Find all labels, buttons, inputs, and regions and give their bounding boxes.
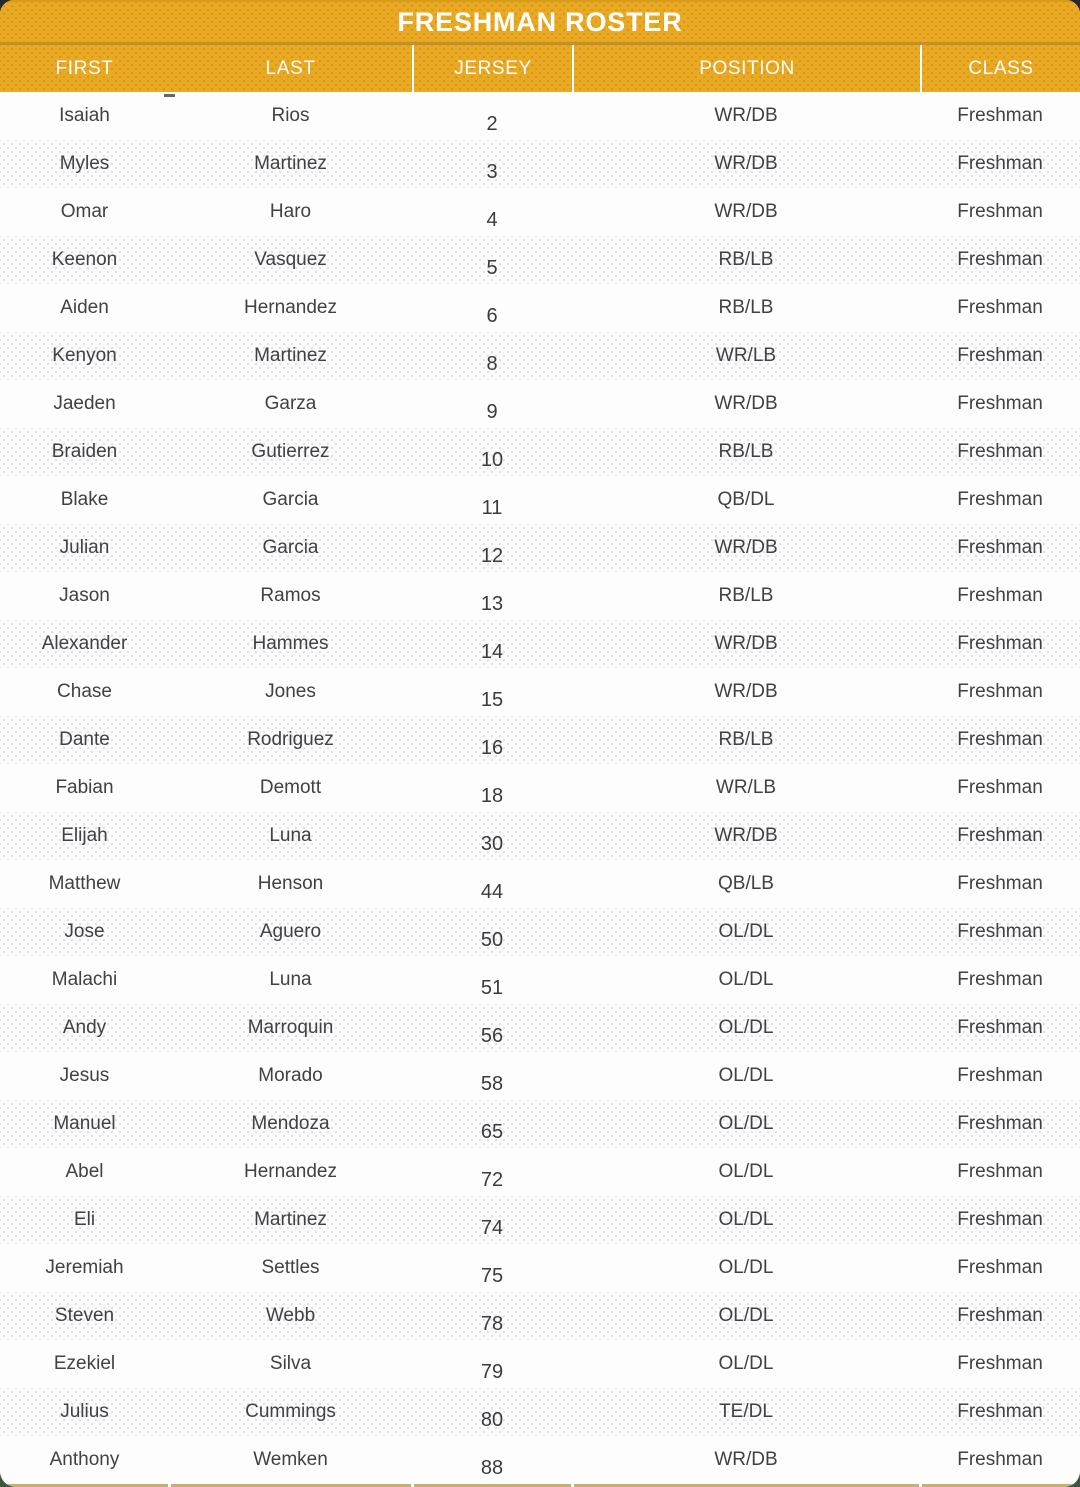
first-name-cell: Elijah [61, 825, 108, 846]
class-cell: Freshman [957, 1401, 1043, 1422]
jersey-cell: 56 [480, 1024, 504, 1047]
last-name-cell: Luna [269, 969, 312, 990]
first-name-cell: Jesus [59, 1065, 110, 1086]
jersey-cell: 2 [486, 112, 498, 135]
last-name-cell: Settles [261, 1257, 320, 1278]
class-cell: Freshman [957, 873, 1043, 894]
jersey-cell: 50 [480, 928, 504, 951]
table-row [0, 668, 1080, 716]
position-cell: RB/LB [718, 249, 774, 270]
table-row [0, 1292, 1080, 1340]
first-name-cell: Keenon [51, 249, 118, 270]
class-cell: Freshman [957, 1449, 1043, 1470]
jersey-cell: 58 [480, 1072, 504, 1095]
position-cell: TE/DL [719, 1401, 773, 1422]
first-name-cell: Alexander [41, 633, 128, 654]
class-cell: Freshman [957, 393, 1043, 414]
jersey-cell: 18 [480, 784, 504, 807]
class-cell: Freshman [957, 489, 1043, 510]
class-cell: Freshman [957, 1113, 1043, 1134]
position-cell: OL/DL [718, 1113, 774, 1134]
last-name-cell: Jones [265, 681, 316, 702]
position-cell: OL/DL [718, 1161, 774, 1182]
table-row [0, 1100, 1080, 1148]
position-cell: RB/LB [718, 729, 774, 750]
last-name-cell: Henson [257, 873, 324, 894]
last-name-cell: Aguero [259, 921, 322, 942]
position-cell: WR/DB [714, 633, 778, 654]
table-row [0, 908, 1080, 956]
column-header-first: FIRST [55, 57, 114, 79]
class-cell: Freshman [957, 1161, 1043, 1182]
first-name-cell: Malachi [51, 969, 118, 990]
first-name-cell: Braiden [51, 441, 118, 462]
last-name-cell: Martinez [254, 153, 327, 174]
position-cell: WR/LB [715, 345, 777, 366]
class-cell: Freshman [957, 105, 1043, 126]
table-row [0, 380, 1080, 428]
jersey-cell: 75 [480, 1264, 504, 1287]
position-cell: WR/LB [715, 777, 777, 798]
jersey-cell: 72 [480, 1168, 504, 1191]
jersey-cell: 44 [480, 880, 504, 903]
class-cell: Freshman [957, 297, 1043, 318]
table-row [0, 236, 1080, 284]
class-cell: Freshman [957, 1065, 1043, 1086]
position-cell: OL/DL [718, 1209, 774, 1230]
last-name-cell: Vasquez [254, 249, 327, 270]
first-name-cell: Eli [73, 1209, 96, 1230]
last-name-cell: Mendoza [251, 1113, 330, 1134]
last-name-cell: Cummings [245, 1401, 336, 1422]
column-header-class: CLASS [920, 45, 1080, 92]
jersey-cell: 16 [480, 736, 504, 759]
first-name-cell: Manuel [53, 1113, 116, 1134]
table-row [0, 716, 1080, 764]
class-cell: Freshman [957, 1209, 1043, 1230]
first-name-cell: Dante [59, 729, 110, 750]
last-name-cell: Wemken [253, 1449, 328, 1470]
first-name-cell: Chase [57, 681, 112, 702]
table-row [0, 860, 1080, 908]
table-row [0, 1004, 1080, 1052]
roster-header-row [0, 45, 1080, 92]
table-row [0, 1052, 1080, 1100]
class-cell: Freshman [957, 345, 1043, 366]
first-name-cell: Ezekiel [53, 1353, 116, 1374]
class-cell: Freshman [957, 633, 1043, 654]
table-row [0, 620, 1080, 668]
first-name-cell: Abel [65, 1161, 104, 1182]
jersey-cell: 8 [486, 352, 498, 375]
first-name-cell: Jose [64, 921, 105, 942]
jersey-cell: 10 [480, 448, 504, 471]
first-name-cell: Blake [60, 489, 109, 510]
jersey-cell: 78 [480, 1312, 504, 1335]
jersey-cell: 4 [486, 208, 498, 231]
first-name-cell: Steven [54, 1305, 115, 1326]
first-name-cell: Andy [62, 1017, 107, 1038]
table-row [0, 1244, 1080, 1292]
jersey-cell: 13 [480, 592, 504, 615]
first-name-cell: Fabian [55, 777, 114, 798]
table-row [0, 524, 1080, 572]
table-row [0, 764, 1080, 812]
last-name-cell: Silva [269, 1353, 312, 1374]
first-name-cell: Omar [60, 201, 109, 222]
class-cell: Freshman [957, 1017, 1043, 1038]
jersey-cell: 65 [480, 1120, 504, 1143]
position-cell: OL/DL [718, 1257, 774, 1278]
column-header-jersey: JERSEY [412, 45, 572, 92]
position-cell: WR/DB [714, 393, 778, 414]
table-row [0, 572, 1080, 620]
table-row [0, 1196, 1080, 1244]
table-row [0, 428, 1080, 476]
last-name-cell: Garcia [262, 537, 319, 558]
position-cell: WR/DB [714, 825, 778, 846]
first-name-cell: Isaiah [59, 105, 110, 126]
table-row [0, 812, 1080, 860]
position-cell: WR/DB [714, 1449, 778, 1470]
last-name-cell: Hernandez [244, 297, 337, 318]
column-boundary-artifact [164, 94, 175, 97]
position-cell: RB/LB [718, 441, 774, 462]
last-name-cell: Morado [258, 1065, 323, 1086]
class-cell: Freshman [957, 153, 1043, 174]
first-name-cell: Myles [59, 153, 110, 174]
roster-title-bar [0, 0, 1080, 45]
first-name-cell: Anthony [49, 1449, 120, 1470]
last-name-cell: Hernandez [244, 1161, 337, 1182]
first-name-cell: Jason [59, 585, 110, 606]
table-row [0, 284, 1080, 332]
class-cell: Freshman [957, 585, 1043, 606]
table-row [0, 188, 1080, 236]
class-cell: Freshman [957, 969, 1043, 990]
class-cell: Freshman [957, 537, 1043, 558]
last-name-cell: Gutierrez [251, 441, 330, 462]
jersey-cell: 74 [480, 1216, 504, 1239]
class-cell: Freshman [957, 777, 1043, 798]
jersey-cell: 51 [480, 976, 504, 999]
table-row [0, 1388, 1080, 1436]
class-cell: Freshman [957, 1305, 1043, 1326]
position-cell: WR/DB [714, 153, 778, 174]
jersey-cell: 9 [486, 400, 498, 423]
class-cell: Freshman [957, 681, 1043, 702]
jersey-cell: 6 [486, 304, 498, 327]
jersey-cell: 11 [481, 496, 503, 519]
table-row [0, 956, 1080, 1004]
roster-rows [0, 92, 1080, 1484]
position-cell: QB/LB [718, 873, 774, 894]
position-cell: OL/DL [718, 1353, 774, 1374]
jersey-cell: 88 [480, 1456, 504, 1479]
position-cell: OL/DL [718, 1017, 774, 1038]
jersey-cell: 3 [486, 160, 498, 183]
position-cell: OL/DL [718, 1065, 774, 1086]
first-name-cell: Matthew [48, 873, 121, 894]
last-name-cell: Ramos [260, 585, 321, 606]
position-cell: RB/LB [718, 297, 774, 318]
class-cell: Freshman [957, 729, 1043, 750]
column-header-last: LAST [265, 57, 316, 79]
last-name-cell: Demott [259, 777, 322, 798]
first-name-cell: Jeremiah [45, 1257, 124, 1278]
position-cell: OL/DL [718, 969, 774, 990]
first-name-cell: Aiden [60, 297, 109, 318]
last-name-cell: Webb [265, 1305, 316, 1326]
position-cell: QB/DL [717, 489, 775, 510]
jersey-cell: 30 [480, 832, 504, 855]
position-cell: WR/DB [714, 105, 778, 126]
jersey-cell: 14 [480, 640, 504, 663]
table-row [0, 1436, 1080, 1484]
jersey-cell: 12 [480, 544, 504, 567]
last-name-cell: Rios [271, 105, 310, 126]
table-row [0, 332, 1080, 380]
position-cell: RB/LB [718, 585, 774, 606]
last-name-cell: Martinez [254, 345, 327, 366]
last-name-cell: Rodriguez [247, 729, 334, 750]
position-cell: WR/DB [714, 681, 778, 702]
table-row [0, 1148, 1080, 1196]
last-name-cell: Hammes [252, 633, 329, 654]
last-name-cell: Marroquin [247, 1017, 334, 1038]
jersey-cell: 80 [480, 1408, 504, 1431]
jersey-cell: 15 [480, 688, 504, 711]
first-name-cell: Julius [60, 1401, 109, 1422]
table-row [0, 92, 1080, 140]
table-row [0, 476, 1080, 524]
last-name-cell: Garza [264, 393, 317, 414]
position-cell: WR/DB [714, 537, 778, 558]
jersey-cell: 5 [486, 256, 498, 279]
position-cell: WR/DB [714, 201, 778, 222]
position-cell: OL/DL [718, 1305, 774, 1326]
last-name-cell: Haro [269, 201, 312, 222]
first-name-cell: Kenyon [52, 345, 117, 366]
roster-title: FRESHMAN ROSTER [397, 6, 683, 37]
last-name-cell: Martinez [254, 1209, 327, 1230]
class-cell: Freshman [957, 1353, 1043, 1374]
last-name-cell: Garcia [262, 489, 319, 510]
position-cell: OL/DL [718, 921, 774, 942]
table-row [0, 140, 1080, 188]
table-row [0, 1340, 1080, 1388]
class-cell: Freshman [957, 921, 1043, 942]
class-cell: Freshman [957, 1257, 1043, 1278]
class-cell: Freshman [957, 249, 1043, 270]
column-header-position: POSITION [572, 45, 920, 92]
jersey-cell: 79 [480, 1360, 504, 1383]
first-name-cell: Julian [59, 537, 110, 558]
first-name-cell: Jaeden [53, 393, 116, 414]
class-cell: Freshman [957, 201, 1043, 222]
last-name-cell: Luna [269, 825, 312, 846]
class-cell: Freshman [957, 441, 1043, 462]
class-cell: Freshman [957, 825, 1043, 846]
